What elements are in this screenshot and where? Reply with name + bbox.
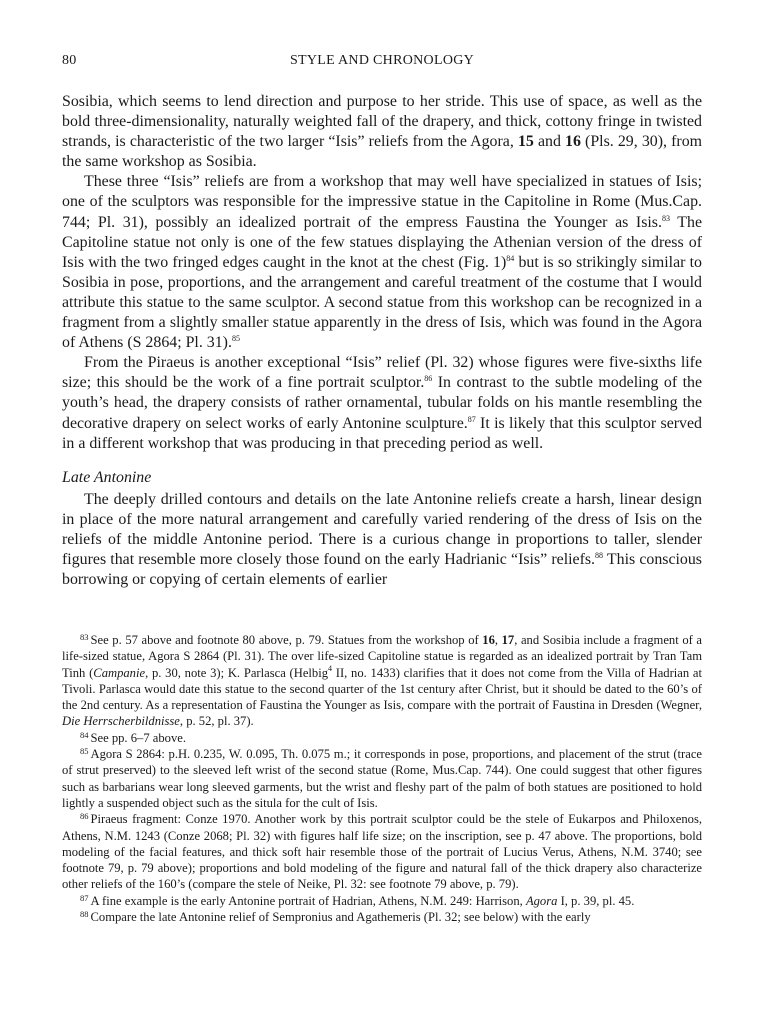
footnote-86: $^{86}$ Piraeus fragment: Conze 1970. Another work by this portrait sculptor could be the stele of Eukarpos and Philoxenos, Athens, N.M. 1243 (Conze 2068; Pl. 32) with figures half life size; on the inscription, see p. 47 above. The proportions, bold modeling of the facial features, and thick soft hair resemble those of the portrait of Lucius Verus, Athens, N.M. 3740; see footnote 79, p. 79 above); proportions and bold modeling of the figure and natural fall of the thick drapery also characterize other reliefs of the 160’s (compare the stele of Neike, Pl. 32: see footnote 79 above, p. 79).	[62, 811, 702, 892]
paragraph-3: From the Piraeus is another exceptional “Isis” relief (Pl. 32) whose figures were five-sixths life size; this should be the work of a fine portrait sculptor.$^{86}$ In contrast to the subtle modeling of the youth’s head, the drapery consists of rather ornamental, tubular folds on his mantle resembling the decorative drapery on select works of early Antonine sculpture.$^{87}$ It is likely that this sculptor served in a different workshop that was producing in that preceding period as well.	[62, 354, 703, 452]
footnote-ref: 85	[231, 334, 240, 344]
footnote-83: $^{83}$ See p. 57 above and footnote 80 above, p. 79. Statues from the workshop of 16, 17, and Sosibia include a fragment of a life-sized statue, Agora S 2864 (Pl. 31). The over life-sized Capitoline statue is regarded as an idealized portrait by Tran Tam Tinh (Campanie, p. 30, note 3); K. Parlasca (Helbig$^4$ II, no. 1433) clarifies that it does not come from the Villa of Hadrian at Tivoli. Parlasca would date this statue to the second quarter of the 1st century after Christ, but it should be dated to the 60’s of the 2nd century. As a representation of Faustina the Younger as Isis, compare with the portrait of Faustina in Dresden (Wegner, Die Herrscherbildnisse, p. 52, pl. 37).	[62, 632, 703, 729]
footnote-88: $^{88}$ Compare the late Antonine relief of Sempronius and Agathemeris (Pl. 32; see below) with the early	[80, 909, 591, 925]
section-heading: Late Antonine	[62, 468, 152, 486]
footnotes	[62, 632, 702, 925]
paragraph-4: The deeply drilled contours and details on the late Antonine reliefs create a harsh, linear design in place of the more natural arrangement and carefully varied rendering of the dress of Isis on the reliefs of the middle Antonine period. There is a curious change in proportions to taller, slender figures that resemble more closely those found on the early Hadrianic “Isis” reliefs.$^{88}$ This conscious borrowing or copying of certain elements of earlier	[62, 490, 702, 589]
footnote-84: $^{84}$ See pp. 6–7 above.	[80, 729, 186, 745]
running-head: STYLE AND CHRONOLOGY	[289, 53, 475, 68]
page-number: 80	[62, 53, 77, 68]
paragraph-1: Sosibia, which seems to lend direction and purpose to her stride. This use of space, as well as the bold three-dimensionality, naturally weighted fall of the drapery, and thick, cottony fringe in twisted strands, is characteristic of the two larger “Isis” reliefs from the Agora, 15 and 16 (Pls. 29, 30), from the same workshop as Sosibia.	[62, 93, 703, 171]
page-header	[62, 53, 702, 73]
footnote-ref: 84	[506, 253, 515, 263]
footnote-ref: 88	[595, 551, 604, 561]
footnote-85: $^{85}$ Agora S 2864: p.H. 0.235, W. 0.095, Th. 0.075 m.; it corresponds in pose, proportions, and placement of the strut (trace of strut preserved) to the sleeved left wrist of the second statue (Rome, Mus.Cap. 744). One could suggest that other figures such as barbarians wear long sleeved garments, but the wrist and fleshy part of the palm of both statues are positioned to hold lightly a suspended object such as the situla for the cult of Isis.	[62, 746, 702, 810]
footnote-ref: 87	[467, 414, 476, 424]
main-text	[62, 92, 702, 590]
footnote-ref: 83	[661, 213, 670, 223]
footnote-ref: 86	[424, 374, 433, 384]
paragraph-2: These three “Isis” reliefs are from a workshop that may well have specialized in statues of Isis; one of the sculptors was responsible for the impressive statue in the Capitoline in Rome (Mus.Cap. 744; Pl. 31), possibly an idealized portrait of the empress Faustina the Younger as Isis.$^{83}$ The Capitoline statue not only is one of the few statues displaying the Athenian version of the dress of Isis with the two fringed edges caught in the knot at the chest (Fig. 1)$^{84}$ but is so strikingly similar to Sosibia in pose, proportions, and the arrangement and careful treatment of the costume that I would attribute this statue to the same sculptor. A second statue from this workshop can be recognized in a fragment from a slightly smaller statue apparently in the dress of Isis, which was found in the Agora of Athens (S 2864; Pl. 31).$^{85}$	[62, 173, 702, 352]
footnote-87: $^{87}$ A fine example is the early Antonine portrait of Hadrian, Athens, N.M. 249: Harrison, Agora I, p. 39, pl. 45.	[80, 892, 635, 908]
